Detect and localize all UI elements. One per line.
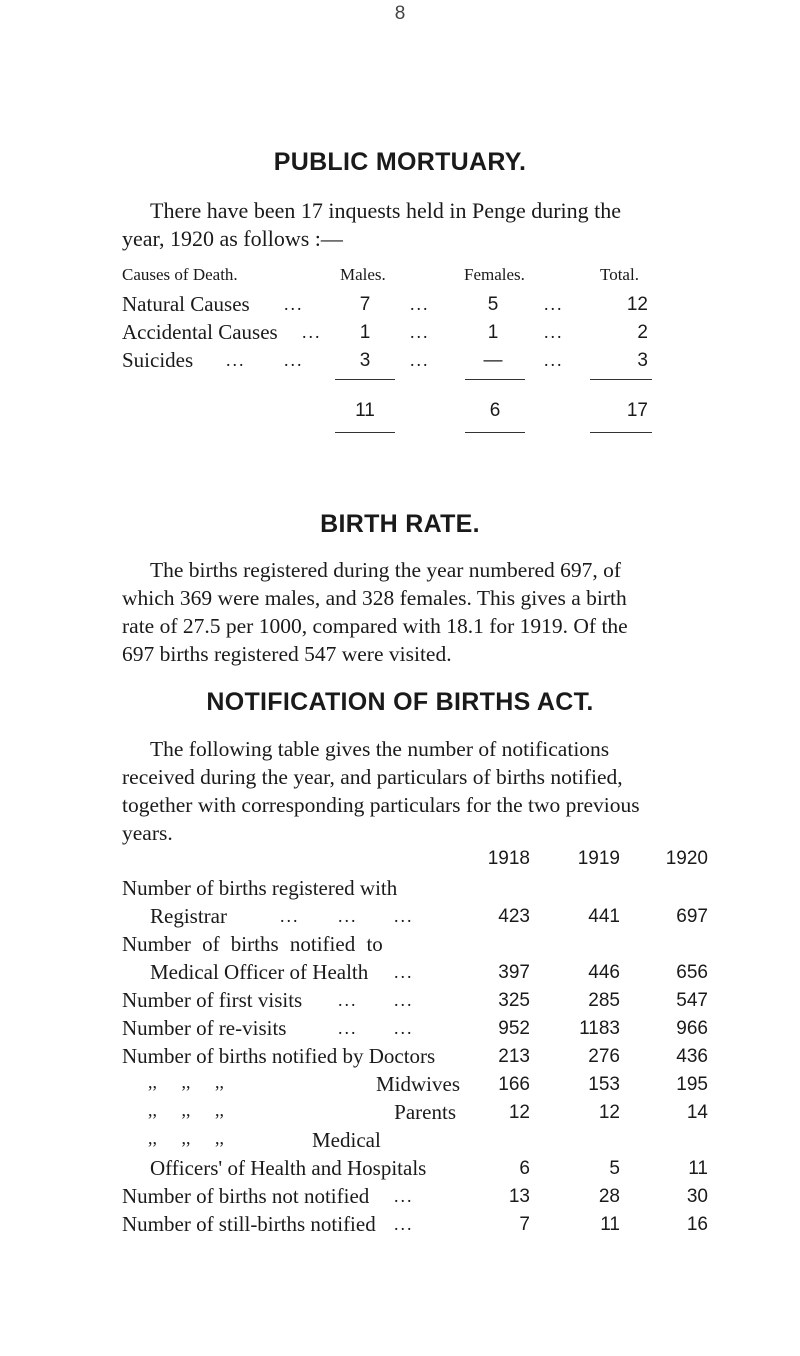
sum-rule [465,379,525,380]
row-label: Number of births notified by Doctors [122,1044,436,1068]
value-1919: 276 [588,1046,620,1067]
leader-dots: ... [394,906,414,926]
notification-line3: together with corresponding particulars for the two previous [122,793,640,817]
year-header: 1920 [665,848,708,869]
birth-rate-line3: rate of 27.5 per 1000, compared with 18.1 for 1919. Of the [122,614,628,638]
value-1918: 397 [498,962,530,983]
value-1919: 1183 [579,1018,620,1039]
row-label: Number of first visits [122,988,303,1012]
value-1918: 166 [498,1074,530,1095]
leader-dots: ... [338,990,358,1010]
leader-dots: ... [302,322,322,342]
row-label-cont: Medical Officer of Health [150,960,369,984]
mortuary-intro-line1: There have been 17 inquests held in Penge during the [150,198,622,223]
leader-dots: ... [410,322,430,342]
value-1919: 11 [600,1214,620,1235]
cause-label: Natural Causes [122,292,250,316]
females-value: 1 [487,322,499,343]
cause-label: Accidental Causes [122,320,278,344]
page-number: 8 [394,3,406,24]
value-1920: 966 [676,1018,708,1039]
males-value: 7 [359,294,371,315]
leader-dots: ... [410,294,430,314]
females-value: — [483,350,503,371]
leader-dots: ... [544,294,564,314]
value-1919: 441 [588,906,620,927]
value-1918: 7 [519,1214,530,1235]
leader-dots: ... [284,294,304,314]
notification-line2: received during the year, and particulars of births notified, [122,765,623,789]
sum-rule [335,379,395,380]
row-label: Midwives [376,1072,460,1096]
value-1920: 436 [676,1046,708,1067]
mortuary-intro-line2: year, 1920 as follows :— [122,226,343,251]
col-header-cause: Causes of Death. [122,265,238,284]
value-1918: 12 [508,1102,530,1123]
ditto-marks: ,, ,, ,, [148,1100,224,1120]
total-rule [465,432,525,433]
value-1919: 285 [588,990,620,1011]
value-1918: 423 [498,906,530,927]
value-1918: 325 [498,990,530,1011]
notification-heading: NOTIFICATION OF BIRTHS ACT. [206,688,594,716]
leader-dots: ... [394,1018,414,1038]
value-1919: 153 [588,1074,620,1095]
leader-dots: ... [410,350,430,370]
value-1920: 16 [686,1214,708,1235]
leader-dots: ... [394,962,414,982]
row-label: Number of still-births notified [122,1212,376,1236]
leader-dots: ... [394,990,414,1010]
leader-dots: ... [280,906,300,926]
value-1919: 28 [598,1186,620,1207]
birth-rate-line4: 697 births registered 547 were visited. [122,642,452,666]
row-label: Medical [312,1128,381,1152]
row-label: Number of births not notified [122,1184,370,1208]
total-value: 2 [637,322,648,343]
males-total: 11 [355,400,375,421]
leader-dots: ... [226,350,246,370]
grand-total: 17 [626,400,648,421]
total-value: 3 [637,350,648,371]
notification-line4: years. [122,821,173,845]
value-1918: 952 [498,1018,530,1039]
value-1918: 6 [519,1158,530,1179]
year-header: 1918 [487,848,530,869]
row-label: Number of re-visits [122,1016,287,1040]
ditto-marks: ,, ,, ,, [148,1128,224,1148]
value-1919: 12 [598,1102,620,1123]
notification-line1: The following table gives the number of notifications [150,737,610,761]
leader-dots: ... [544,350,564,370]
value-1919: 446 [588,962,620,983]
leader-dots: ... [394,1214,414,1234]
value-1920: 14 [686,1102,708,1123]
col-header-males: Males. [340,265,386,284]
leader-dots: ... [284,350,304,370]
year-header: 1919 [577,848,620,869]
value-1920: 656 [676,962,708,983]
row-label: Number of births registered with [122,876,398,900]
males-value: 3 [359,350,371,371]
row-label: Parents [394,1100,456,1124]
value-1920: 195 [676,1074,708,1095]
sum-rule [590,379,652,380]
row-label-cont: Officers' of Health and Hospitals [150,1156,427,1180]
ditto-marks: ,, ,, ,, [148,1072,224,1092]
birth-rate-heading: BIRTH RATE. [320,510,480,538]
value-1920: 30 [686,1186,708,1207]
leader-dots: ... [394,1186,414,1206]
value-1919: 5 [609,1158,620,1179]
col-header-total: Total. [600,265,639,284]
value-1918: 13 [508,1186,530,1207]
leader-dots: ... [338,1018,358,1038]
birth-rate-line2: which 369 were males, and 328 females. This gives a birth [122,586,627,610]
value-1920: 11 [688,1158,708,1179]
value-1920: 547 [676,990,708,1011]
value-1918: 213 [498,1046,530,1067]
leader-dots: ... [338,906,358,926]
birth-rate-line1: The births registered during the year numbered 697, of [150,558,622,582]
total-rule [590,432,652,433]
col-header-females: Females. [464,265,525,284]
females-total: 6 [489,400,501,421]
total-value: 12 [626,294,648,315]
row-label-cont: Registrar [150,904,227,928]
value-1920: 697 [676,906,708,927]
males-value: 1 [359,322,371,343]
females-value: 5 [487,294,499,315]
total-rule [335,432,395,433]
cause-label: Suicides [122,348,194,372]
leader-dots: ... [544,322,564,342]
row-label: Number of births notified to [122,932,383,956]
mortuary-heading: PUBLIC MORTUARY. [273,148,527,176]
